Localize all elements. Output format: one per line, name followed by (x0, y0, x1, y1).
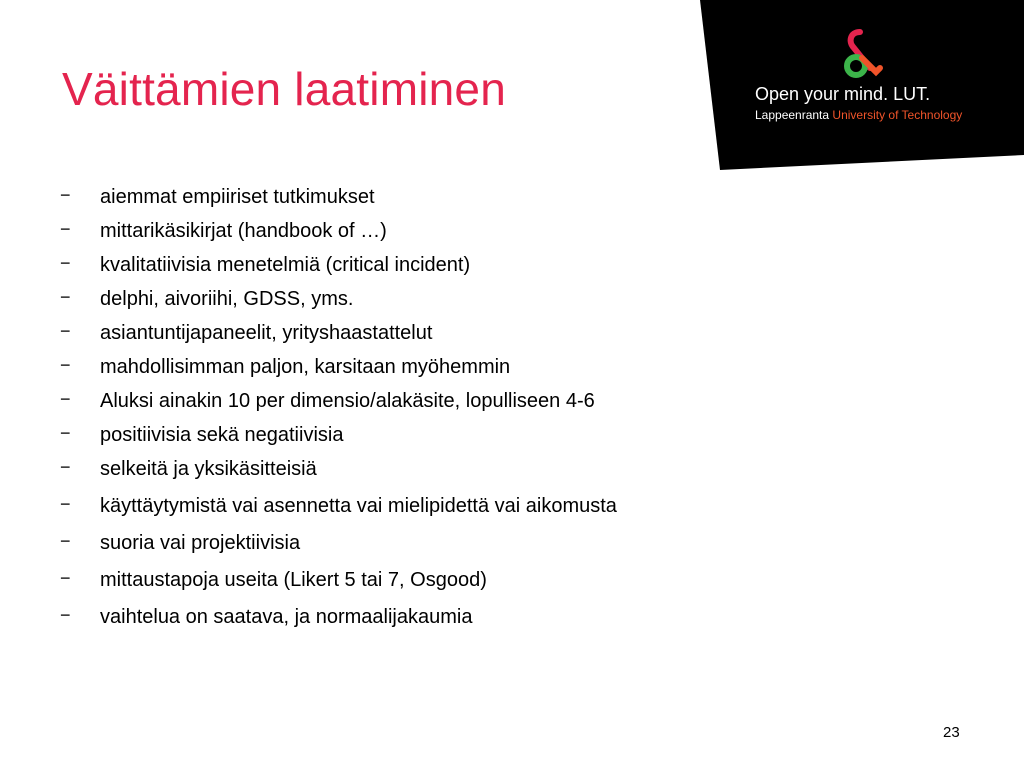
list-item (60, 184, 617, 218)
list-item-text: positiivisia sekä negatiivisia (100, 424, 344, 446)
bullet-dash: − (60, 355, 71, 375)
list-item (60, 252, 617, 286)
list-item (60, 604, 617, 638)
list-item-text: selkeitä ja yksikäsitteisiä (100, 458, 317, 480)
list-item-text: käyttäytymistä vai asennetta vai mielipidettä vai aikomusta (100, 495, 617, 517)
list-item-text: mahdollisimman paljon, karsitaan myöhemmin (100, 356, 511, 378)
bullet-dash: − (60, 287, 71, 307)
brand-slogan: Open your mind. LUT. (755, 84, 931, 104)
bullet-dash: − (60, 531, 71, 551)
list-item (60, 422, 617, 456)
list-item-text: Aluksi ainakin 10 per dimensio/alakäsite, lopulliseen 4-6 (100, 390, 595, 412)
list-item (60, 218, 617, 252)
bullet-dash: − (60, 219, 71, 239)
list-item-text: aiemmat empiiriset tutkimukset (100, 186, 375, 208)
slide-title: Väittämien laatiminen (62, 63, 506, 115)
list-item (60, 286, 617, 320)
bullet-dash: − (60, 185, 71, 205)
bullet-dash: − (60, 389, 71, 409)
brand-subtitle-prefix: Lappeenranta (755, 108, 830, 122)
brand-subtitle (755, 109, 962, 121)
bullet-dash: − (60, 457, 71, 477)
list-item-text: vaihtelua on saatava, ja normaalijakaumia (100, 606, 473, 628)
list-item (60, 456, 617, 493)
brand-panel (700, 0, 1024, 170)
page-number: 23 (943, 724, 960, 741)
list-item-text: suoria vai projektiivisia (100, 532, 301, 554)
bullet-dash: − (60, 321, 71, 341)
bullet-dash: − (60, 605, 71, 625)
list-item-text: delphi, aivoriihi, GDSS, yms. (100, 288, 354, 310)
bullet-dash: − (60, 423, 71, 443)
brand-subtitle-accent: University of Technology (832, 108, 963, 122)
list-item-text: asiantuntijapaneelit, yrityshaastattelut (100, 322, 433, 344)
list-item-text: mittaustapoja useita (Likert 5 tai 7, Osgood) (100, 569, 487, 591)
list-item (60, 388, 617, 422)
list-item (60, 354, 617, 388)
list-item (60, 320, 617, 354)
list-item-text: mittarikäsikirjat (handbook of …) (100, 220, 387, 242)
bullet-dash: − (60, 568, 71, 588)
list-item (60, 493, 617, 530)
list-item-text: kvalitatiivisia menetelmiä (critical incident) (100, 254, 471, 276)
bullet-list (60, 184, 617, 638)
list-item (60, 567, 617, 604)
list-item (60, 530, 617, 567)
bullet-dash: − (60, 494, 71, 514)
bullet-dash: − (60, 253, 71, 273)
lut-ampersand-logo-icon (840, 28, 884, 82)
